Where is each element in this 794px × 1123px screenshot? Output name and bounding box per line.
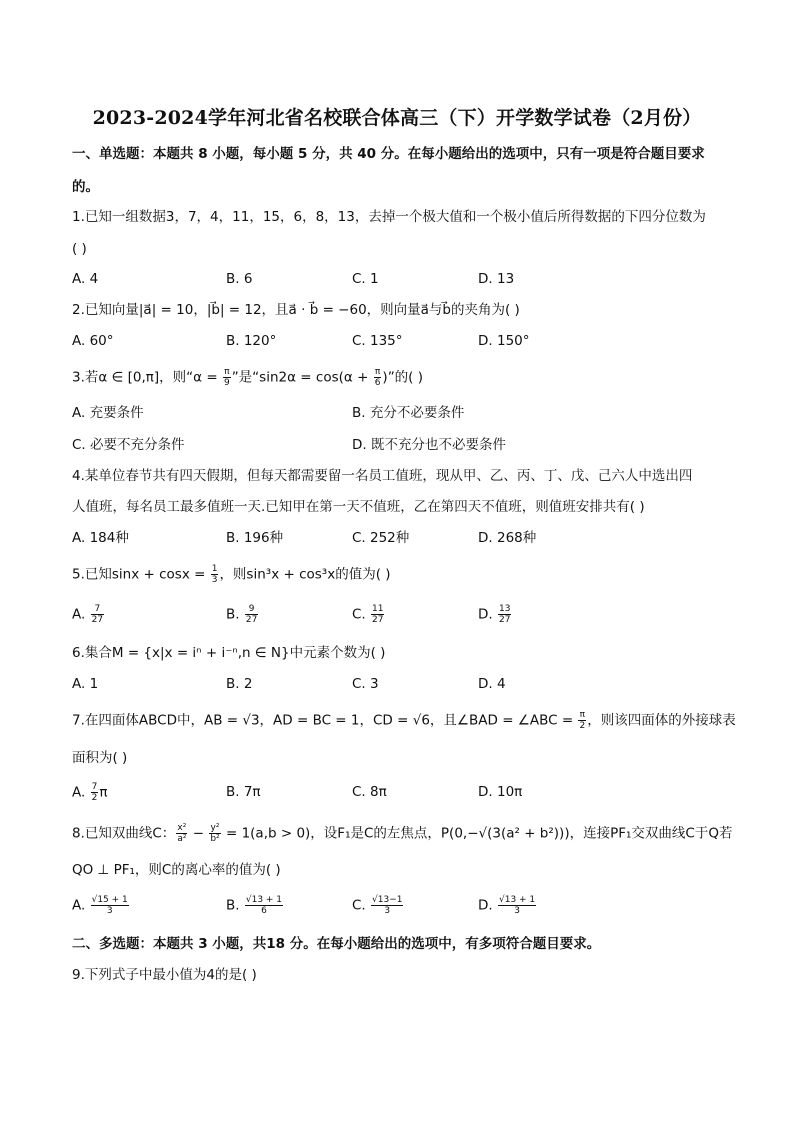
section2-header: 二、多选题：本题共 3 小题，共18 分。在每小题给出的选项中，有多项符合题目要求。 xyxy=(72,936,601,952)
section1-header-line1: 一、单选题：本题共 8 小题，每小题 5 分，共 40 分。在每小题给出的选项中，只有一项是符合题目要求 xyxy=(72,146,705,162)
q6-options xyxy=(72,674,722,696)
q5-option-d: D. $\frac{13}{27}$ xyxy=(478,604,511,625)
q1-options xyxy=(72,269,722,291)
q7-stem-part-b: ，则该四面体的外接球表 xyxy=(587,712,736,729)
page-title: 2023-2024学年河北省名校联合体高三（下）开学数学试卷（2月份） xyxy=(92,107,702,129)
q1-option-d: D. 13 xyxy=(478,271,515,287)
q3-options-row1 xyxy=(72,403,722,425)
q1-option-b: B. 6 xyxy=(226,271,253,287)
q2-option-c: C. 135° xyxy=(352,333,403,349)
q2-option-d: D. 150° xyxy=(478,333,530,349)
q1-stem-line2: ( ) xyxy=(72,241,87,257)
q8-stem-line1: 8.已知双曲线C： $\frac{\text{x²}}{\text{a²}}$ − $\frac{\text{y²}}{\text{b²}}$ = 1(a,b > 0)，设F₁是C的左焦点，P(0,−√(3(a² + b²)))，连接PF₁交双曲线C于Q若 xyxy=(72,823,733,844)
q2-option-a: A. 60° xyxy=(72,333,114,349)
q8-option-a: A. $\frac{√15 + 1}{3}$ xyxy=(72,895,128,916)
q3-stem-part-a: 3.若α ∈ [0,π]，则“α = xyxy=(72,369,222,386)
q6-option-a: A. 1 xyxy=(72,676,99,692)
q8-options xyxy=(72,895,722,921)
q5-stem-part-b: ，则sin³x + cos³x的值为( ) xyxy=(219,566,391,583)
q7-stem-line1 xyxy=(72,710,736,731)
q7-option-d: D. 10π xyxy=(478,784,523,800)
q1-option-a: A. 4 xyxy=(72,271,99,287)
q3-options-row2 xyxy=(72,435,722,457)
q5-option-a: A. $\frac{7}{27}$ xyxy=(72,604,104,625)
q7-option-c: C. 8π xyxy=(352,784,387,800)
q5-options xyxy=(72,604,722,630)
q3-fraction-1: $\frac{\pi}{9}$ xyxy=(223,367,230,388)
section1-header-line2: 的。 xyxy=(72,179,99,195)
q8-option-c: C. $\frac{√13-1}{3}$ xyxy=(352,895,403,916)
q4-option-b: B. 196种 xyxy=(226,530,284,546)
q8-stem-part-b: = 1(a,b > 0)，设F₁是C的左焦点，P(0,−√(3(a² + b²)))，连接PF₁交双曲线C于Q若 xyxy=(221,825,733,842)
q7-stem-part-a: 7.在四面体ABCD中，AB = √3，AD = BC = 1，CD = √6，且∠BAD = ∠ABC = xyxy=(72,712,578,729)
q3-stem-part-c: )”的( ) xyxy=(382,369,424,386)
q6-option-b: B. 2 xyxy=(226,676,253,692)
q8-stem-part-a: 8.已知双曲线C： xyxy=(72,825,176,842)
q6-option-c: C. 3 xyxy=(352,676,379,692)
q9-stem: 9.下列式子中最小值为4的是( ) xyxy=(72,967,257,983)
q5-option-b: B. $\frac{9}{27}$ xyxy=(226,604,258,625)
q8-fraction-y: $\frac{\text{y²}}{\text{b²}}$ xyxy=(210,823,220,844)
q7-stem-line2: 面积为( ) xyxy=(72,750,128,766)
q6-option-d: D. 4 xyxy=(478,676,506,692)
q4-option-a: A. 184种 xyxy=(72,530,129,546)
q2-options xyxy=(72,331,722,353)
q4-option-c: C. 252种 xyxy=(352,530,410,546)
q3-stem xyxy=(72,367,722,388)
q8-stem-line2: QO ⊥ PF₁，则C的离心率的值为( ) xyxy=(72,862,281,878)
q2-stem: 2.已知向量|a⃗| = 10，|b⃗| = 12，且a⃗ · b⃗ = −60，则向量a⃗与b⃗的夹角为( ) xyxy=(72,302,520,318)
q3-fraction-2: $\frac{\pi}{6}$ xyxy=(374,367,381,388)
q5-stem-part-a: 5.已知sinx + cosx = xyxy=(72,566,210,583)
q1-stem-line1: 1.已知一组数据3，7，4，11，15，6，8，13，去掉一个极大值和一个极小值后所得数据的下四分位数为 xyxy=(72,209,706,225)
q8-option-d: D. $\frac{√13 + 1}{3}$ xyxy=(478,895,536,916)
q3-option-d: D. 既不充分也不必要条件 xyxy=(352,437,506,453)
q7-fraction: $\frac{\pi}{2}$ xyxy=(579,710,586,731)
q3-option-c: C. 必要不充分条件 xyxy=(72,437,185,453)
q1-option-c: C. 1 xyxy=(352,271,379,287)
q2-option-b: B. 120° xyxy=(226,333,277,349)
q3-option-a: A. 充要条件 xyxy=(72,405,144,421)
q7-options xyxy=(72,782,722,808)
q5-fraction: $\frac{1}{3}$ xyxy=(211,564,218,585)
q3-option-b: B. 充分不必要条件 xyxy=(352,405,465,421)
q5-option-c: C. $\frac{11}{27}$ xyxy=(352,604,384,625)
q4-stem-line1: 4.某单位春节共有四天假期，但每天都需要留一名员工值班，现从甲、乙、丙、丁、戊、己六人中选出四 xyxy=(72,468,693,484)
q5-stem xyxy=(72,564,722,585)
q8-option-b: B. $\frac{√13 + 1}{6}$ xyxy=(226,895,283,916)
q6-stem: 6.集合M = {x|x = iⁿ + i⁻ⁿ,n ∈ N}中元素个数为( ) xyxy=(72,645,386,661)
q3-stem-part-b: ”是“sin2α = cos(α + xyxy=(231,369,373,386)
q4-option-d: D. 268种 xyxy=(478,530,537,546)
q7-option-a: A. $\frac{7}{2}$ π xyxy=(72,782,108,803)
q8-fraction-x: $\frac{\text{x²}}{\text{a²}}$ xyxy=(177,823,187,844)
q4-stem-line2: 人值班，每名员工最多值班一天.已知甲在第一天不值班，乙在第四天不值班，则值班安排共有( ) xyxy=(72,499,645,515)
q7-option-b: B. 7π xyxy=(226,784,261,800)
q4-options xyxy=(72,528,722,550)
